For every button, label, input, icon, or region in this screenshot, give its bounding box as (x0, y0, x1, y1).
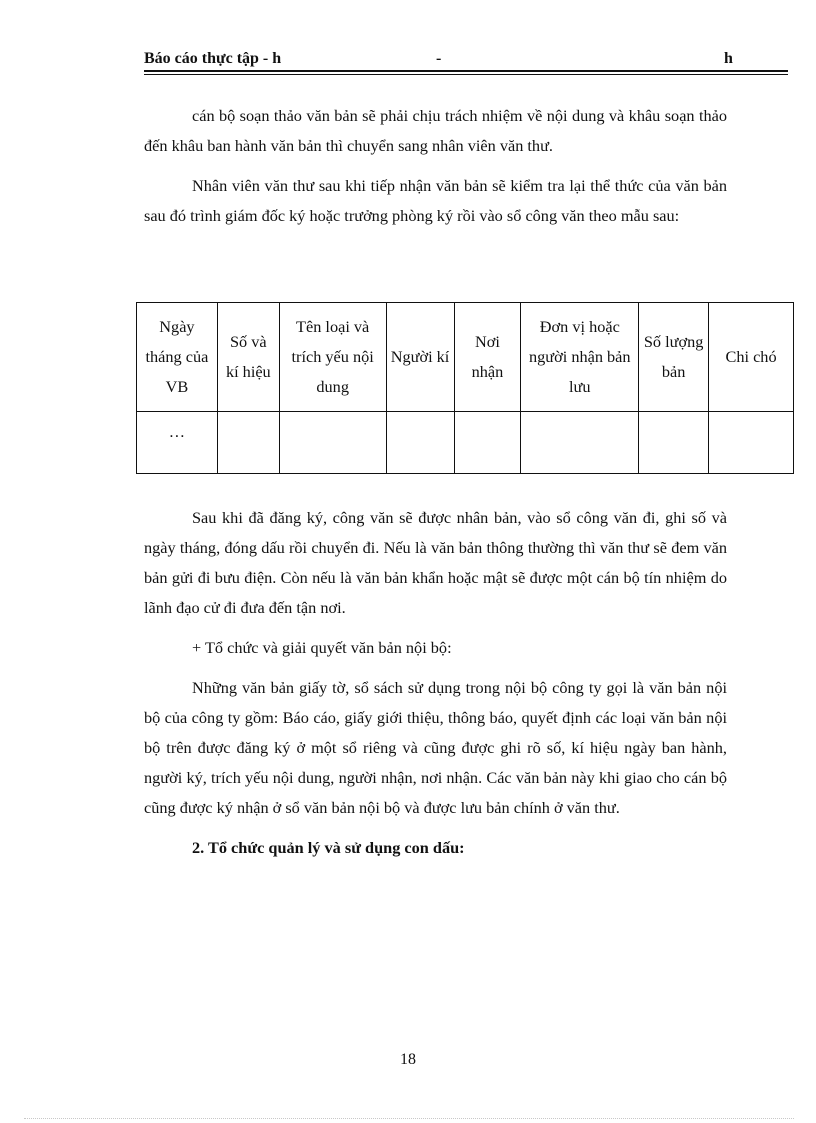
paragraph: Nhân viên văn thư sau khi tiếp nhận văn bản sẽ kiểm tra lại thể thức của văn bản sau đó trình giám đốc ký hoặc trưởng phòng ký rồi vào sổ công văn theo mẫu sau: (144, 176, 727, 225)
table-header-cell: Ngày tháng của VB (137, 303, 218, 412)
table-row (137, 412, 794, 474)
section-heading: 2. Tổ chức quản lý và sử dụng con dấu: (192, 838, 465, 857)
header-right-text: h (724, 50, 733, 67)
header-rule-thick (144, 70, 788, 72)
table-cell (521, 412, 639, 474)
list-item-heading: + Tổ chức và giải quyết văn bản nội bộ: (192, 638, 452, 657)
body-text-top (144, 101, 727, 231)
table-cell (709, 412, 794, 474)
table-header-cell: Nơi nhận (454, 303, 521, 412)
paragraph: Sau khi đã đăng ký, công văn sẽ được nhân bản, vào sổ công văn đi, ghi số và ngày tháng, đóng dấu rồi chuyển đi. Nếu là văn bản thông thường thì văn thư sẽ đem văn bản gửi đi bưu điện. Còn nếu là văn bản khẩn hoặc mật sẽ được một cán bộ tín nhiệm do lãnh đạo cử đi đưa đến tận nơi. (144, 508, 727, 617)
table-header-cell: Chi chó (709, 303, 794, 412)
header-title: Báo cáo thực tập - h (144, 50, 282, 67)
table-cell: … (137, 412, 218, 474)
table-header-cell: Người kí (386, 303, 454, 412)
document-register-table (136, 302, 794, 474)
table-cell (454, 412, 521, 474)
header-rule-thin (144, 74, 788, 75)
table-header-cell: Số và kí hiệu (217, 303, 279, 412)
table-header-cell: Đơn vị hoặc người nhận bản lưu (521, 303, 639, 412)
table-header-cell: Số lượng bản (639, 303, 709, 412)
page-header (144, 50, 788, 70)
table-cell (217, 412, 279, 474)
header-separator: - (436, 50, 442, 67)
body-text-bottom (144, 503, 727, 863)
footer-divider (24, 1118, 794, 1119)
table-cell (279, 412, 386, 474)
paragraph: Những văn bản giấy tờ, sổ sách sử dụng trong nội bộ công ty gọi là văn bản nội bộ của công ty gồm: Báo cáo, giấy giới thiệu, thông báo, quyết định các loại văn bản nội bộ trên được đăng ký ở một sổ riêng và cũng được ghi rõ số, kí hiệu ngày ban hành, người ký, trích yếu nội dung, người nhận, nơi nhận. Các văn bản này khi giao cho cán bộ cũng được ký nhận ở sổ văn bản nội bộ và được lưu bản chính ở văn thư. (144, 678, 727, 817)
table-cell (639, 412, 709, 474)
paragraph: cán bộ soạn thảo văn bản sẽ phải chịu trách nhiệm về nội dung và khâu soạn thảo đến khâu ban hành văn bản thì chuyển sang nhân viên văn thư. (144, 106, 727, 155)
table-header-cell: Tên loại và trích yếu nội dung (279, 303, 386, 412)
table-cell (386, 412, 454, 474)
page-number: 18 (400, 1051, 416, 1068)
table-header-row (137, 303, 794, 412)
